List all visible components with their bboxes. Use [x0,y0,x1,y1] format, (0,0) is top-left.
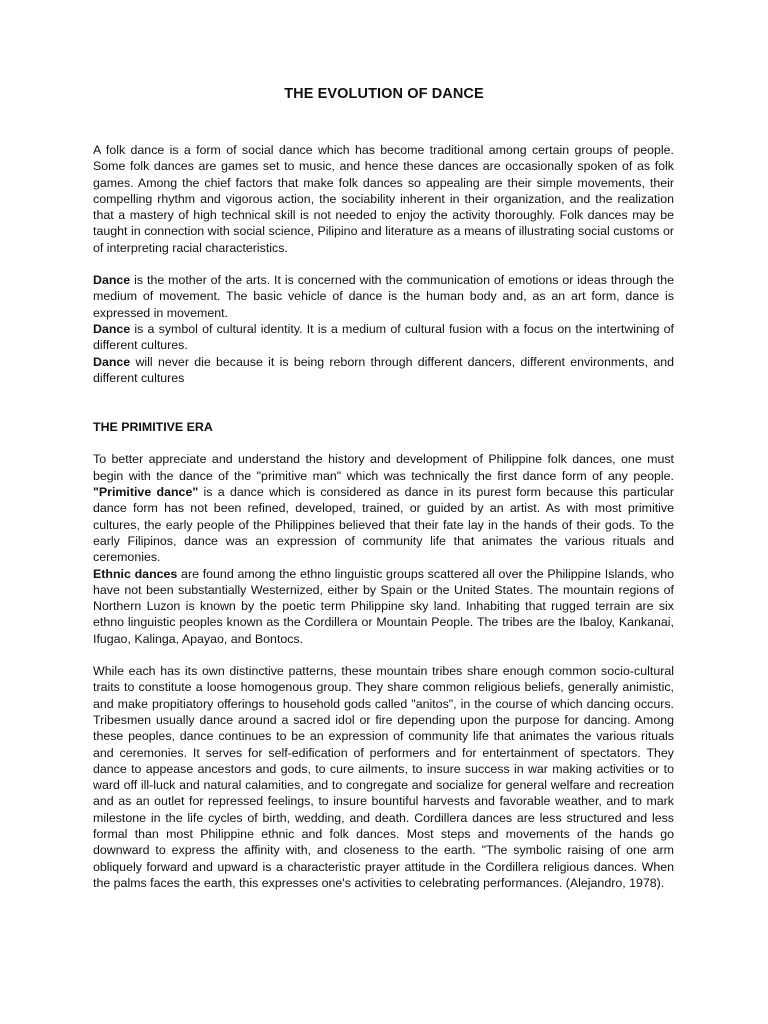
dance-term: Dance [93,321,131,336]
dance-point-1: Dance is the mother of the arts. It is concerned with the communication of emotions or ideas through the medium of movement. The basic vehicle of dance is the human body and, as an art form, dance is expressed in movement. [93,273,674,320]
ethnic-term: Ethnic dances [93,566,178,581]
dance-point-2: Dance is a symbol of cultural identity. It is a medium of cultural fusion with a focus on the intertwining of different cultures. [93,321,674,353]
document-body [93,142,674,891]
ethnic-paragraph: Ethnic dances are found among the ethno linguistic groups scattered all over the Philippine Islands, who have not been substantially Westernized, either by Spain or the United States. The mountain regions of Northern Luzon is known by the poetic term Philippine sky land. Inhabiting that rugged terrain are six ethno linguistic peoples known as the Cordillera or Mountain People. The tribes are the Ibaloy, Kankanai, Ifugao, Kalinga, Apayao, and Bontocs. [93,566,674,646]
section-heading: THE PRIMITIVE ERA [93,420,213,435]
dance-term: Dance [93,354,131,369]
page-title: THE EVOLUTION OF DANCE [284,86,484,102]
primitive-term: "Primitive dance" [93,485,199,500]
primitive-paragraph: To better appreciate and understand the history and development of Philippine folk dances, one must begin with the dance of the "primitive man" which was technically the first dance form of any people. "Primitive dance" is a dance which is considered as dance in its purest form because this particular dance form has not been refined, developed, trained, or guided by an artist. As with most primitive cultures, the early people of the Philippines believed that their fate lay in the hands of their gods. To the early Filipinos, dance was an expression of community life that animates the various rituals and ceremonies. [93,452,674,565]
dance-point-3: Dance will never die because it is being reborn through different dancers, different environments, and different cultures [93,354,674,385]
dance-term: Dance [93,273,131,288]
intro-paragraph: A folk dance is a form of social dance which has become traditional among certain groups of people. Some folk dances are games set to music, and hence these dances are occasionally spoken of as folk games. Among the chief factors that make folk dances so appealing are their simple movements, their compelling rhythm and vigorous action, the sociability inherent in their organization, and the realization that a mastery of high technical skill is not needed to enjoy the activity thoroughly. Folk dances may be taught in connection with social science, Pilipino and literature as a means of illustrating social customs or of interpreting racial characteristics. [93,143,674,255]
mountain-tribes-paragraph: While each has its own distinctive patterns, these mountain tribes share enough common socio-cultural traits to constitute a loose homogenous group. They share common religious beliefs, generally animistic, and make propitiatory offerings to household gods called "anitos", in the course of which dancing occurs. Tribesmen usually dance around a sacred idol or fire depending upon the purpose for dancing. Among these peoples, dance continues to be an expression of community life that animates the various rituals and ceremonies. It serves for self-edification of performers and for entertainment of spectators. They dance to appease ancestors and gods, to cure ailments, to insure success in war making activities or to ward off ill-luck and natural calamities, and to congregate and socialize for general welfare and recreation and as an outlet for repressed feelings, to insure bountiful harvests and favorable weather, and to mark milestone in the life cycles of birth, wedding, and death. Cordillera dances are less structured and less formal than most Philippine ethnic and folk dances. Most steps and movements of the hands go downward to express the affinity with, and closeness to the earth. "The symbolic raising of one arm obliquely forward and upward is a characteristic prayer attitude in the Cordillera religious dances. When the palms faces the earth, this expresses one's activities to celebrating performances. (Alejandro, 1978). [93,664,674,890]
